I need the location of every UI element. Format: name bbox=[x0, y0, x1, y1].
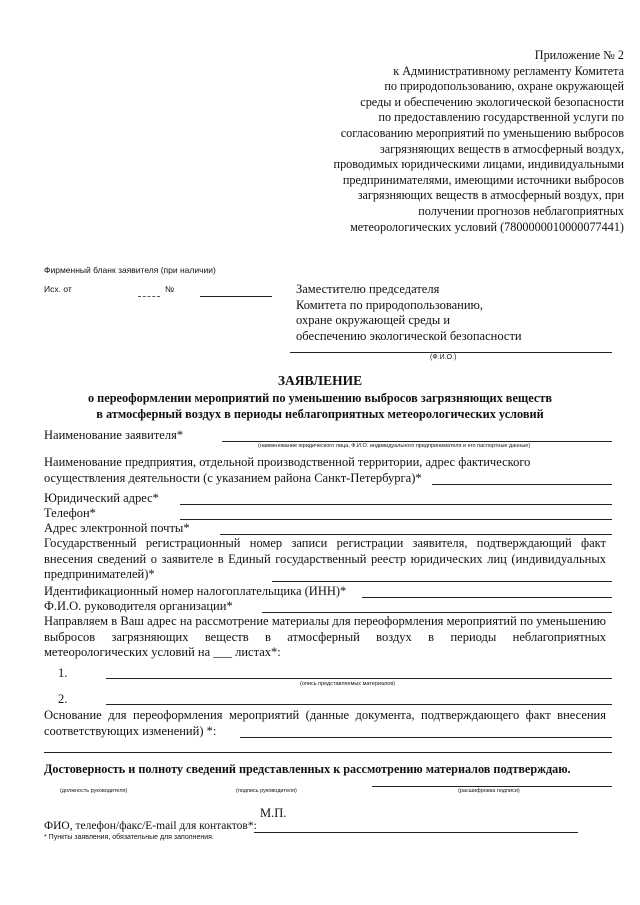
header-line: загрязняющих веществ в атмосферный воздух, при bbox=[357, 188, 624, 203]
enterprise-label: Наименование предприятия, отдельной производственной территории, адрес фактического осуществления деятельности (с указанием района Санкт-Петербурга)* bbox=[44, 455, 531, 485]
header-line: по природопользованию, охране окружающей bbox=[384, 79, 624, 94]
header-line: загрязняющих веществ в атмосферный воздух, bbox=[379, 141, 624, 156]
contacts-field[interactable] bbox=[254, 832, 578, 833]
outgoing-number-label: № bbox=[165, 284, 175, 294]
item-1-number: 1. bbox=[58, 666, 68, 680]
addressee-line: охране окружающей среды и bbox=[296, 313, 451, 327]
header-line: получении прогнозов неблагоприятных bbox=[418, 203, 624, 218]
applicant-name-field[interactable] bbox=[222, 441, 612, 442]
stamp-label: М.П. bbox=[260, 806, 287, 820]
addressee-block bbox=[296, 282, 522, 344]
applicant-caption: (наименование юридического лица, Ф.И.О. индивидуального предпринимателя и его паспортные данные) bbox=[258, 443, 531, 449]
basis-field[interactable] bbox=[240, 737, 612, 738]
addressee-line: обеспечению экологической безопасности bbox=[296, 328, 522, 343]
appendix-header bbox=[264, 48, 624, 235]
director-field[interactable] bbox=[262, 612, 612, 613]
header-line: к Административному регламенту Комитета bbox=[393, 63, 624, 78]
footnote: * Пункты заявления, обязательные для заполнения. bbox=[44, 834, 214, 841]
sign-caption: (подпись руководителя) bbox=[236, 788, 297, 794]
outgoing-number-field[interactable] bbox=[200, 296, 272, 297]
addressee-line: Заместителю председателя bbox=[296, 282, 440, 296]
ogrn-label: Государственный регистрационный номер записи регистрации заявителя, подтверждающий факт внесения сведений о заявителе в Единый государственный реестр юридических лиц (индивидуальных предпринимателей)* bbox=[44, 536, 606, 581]
phone-label: Телефон* bbox=[44, 506, 96, 520]
item-caption: (опись представляемых материалов) bbox=[300, 681, 396, 687]
basis-label: Основание для переоформления мероприятий (данные документа, подтверждающего факт внесения соответствующих изменений) *: bbox=[44, 708, 606, 738]
basis-field-2[interactable] bbox=[44, 752, 612, 753]
letterhead-label: Фирменный бланк заявителя (при наличии) bbox=[44, 265, 216, 275]
director-label: Ф.И.О. руководителя организации* bbox=[44, 599, 233, 613]
position-caption: (должность руководителя) bbox=[60, 788, 128, 794]
legal-address-label: Юридический адрес* bbox=[44, 491, 159, 505]
sending-text: Направляем в Ваш адрес на рассмотрение материалы для переоформления мероприятий по уменьшению выбросов загрязняющих веществ в атмосферный воздух в периоды неблагоприятных метеорологических условий на ___ листах*: bbox=[44, 614, 606, 659]
header-line: Приложение № 2 bbox=[534, 48, 624, 62]
item-2-field[interactable] bbox=[106, 704, 612, 705]
decode-caption: (расшифровка подписи) bbox=[458, 788, 520, 794]
outgoing-date-field[interactable] bbox=[138, 296, 160, 297]
phone-field[interactable] bbox=[180, 519, 612, 520]
contacts-label: ФИО, телефон/факс/E-mail для контактов*: bbox=[44, 820, 257, 832]
legal-address-field[interactable] bbox=[180, 504, 612, 505]
inn-field[interactable] bbox=[362, 597, 612, 598]
document-title: ЗАЯВЛЕНИЕ bbox=[277, 373, 363, 388]
signature-line[interactable] bbox=[372, 786, 612, 787]
fio-caption: (Ф.И.О.) bbox=[430, 354, 457, 361]
document-subtitle-1: о переоформлении мероприятий по уменьшению выбросов загрязняющих веществ bbox=[87, 391, 553, 405]
item-2-number: 2. bbox=[58, 692, 68, 706]
email-label: Адрес электронной почты* bbox=[44, 521, 190, 535]
ogrn-field[interactable] bbox=[272, 581, 612, 582]
header-line: по предоставлению государственной услуги по bbox=[378, 110, 624, 125]
addressee-fio-field[interactable] bbox=[290, 352, 612, 353]
inn-label: Идентификационный номер налогоплательщика (ИНН)* bbox=[44, 584, 347, 598]
header-line: согласованию мероприятий по уменьшению выбросов bbox=[340, 125, 624, 140]
header-line: предпринимателями, имеющими источники выбросов bbox=[342, 172, 624, 187]
addressee-line: Комитета по природопользованию, bbox=[296, 297, 484, 312]
item-1-field[interactable] bbox=[106, 678, 612, 679]
confirmation-text: Достоверность и полноту сведений представленных к рассмотрению материалов подтверждаю. bbox=[44, 762, 571, 776]
outgoing-date-label: Исх. от bbox=[44, 284, 72, 294]
header-line: метеорологических условий (7800000010000077441) bbox=[350, 219, 624, 234]
header-line: проводимых юридическими лицами, индивидуальными bbox=[333, 157, 624, 172]
enterprise-field[interactable] bbox=[432, 484, 612, 485]
header-line: среды и обеспечению экологической безопасности bbox=[360, 94, 624, 109]
email-field[interactable] bbox=[220, 534, 612, 535]
applicant-name-label: Наименование заявителя* bbox=[44, 428, 184, 442]
document-subtitle-2: в атмосферный воздух в периоды неблагоприятных метеорологических условий bbox=[96, 407, 544, 421]
